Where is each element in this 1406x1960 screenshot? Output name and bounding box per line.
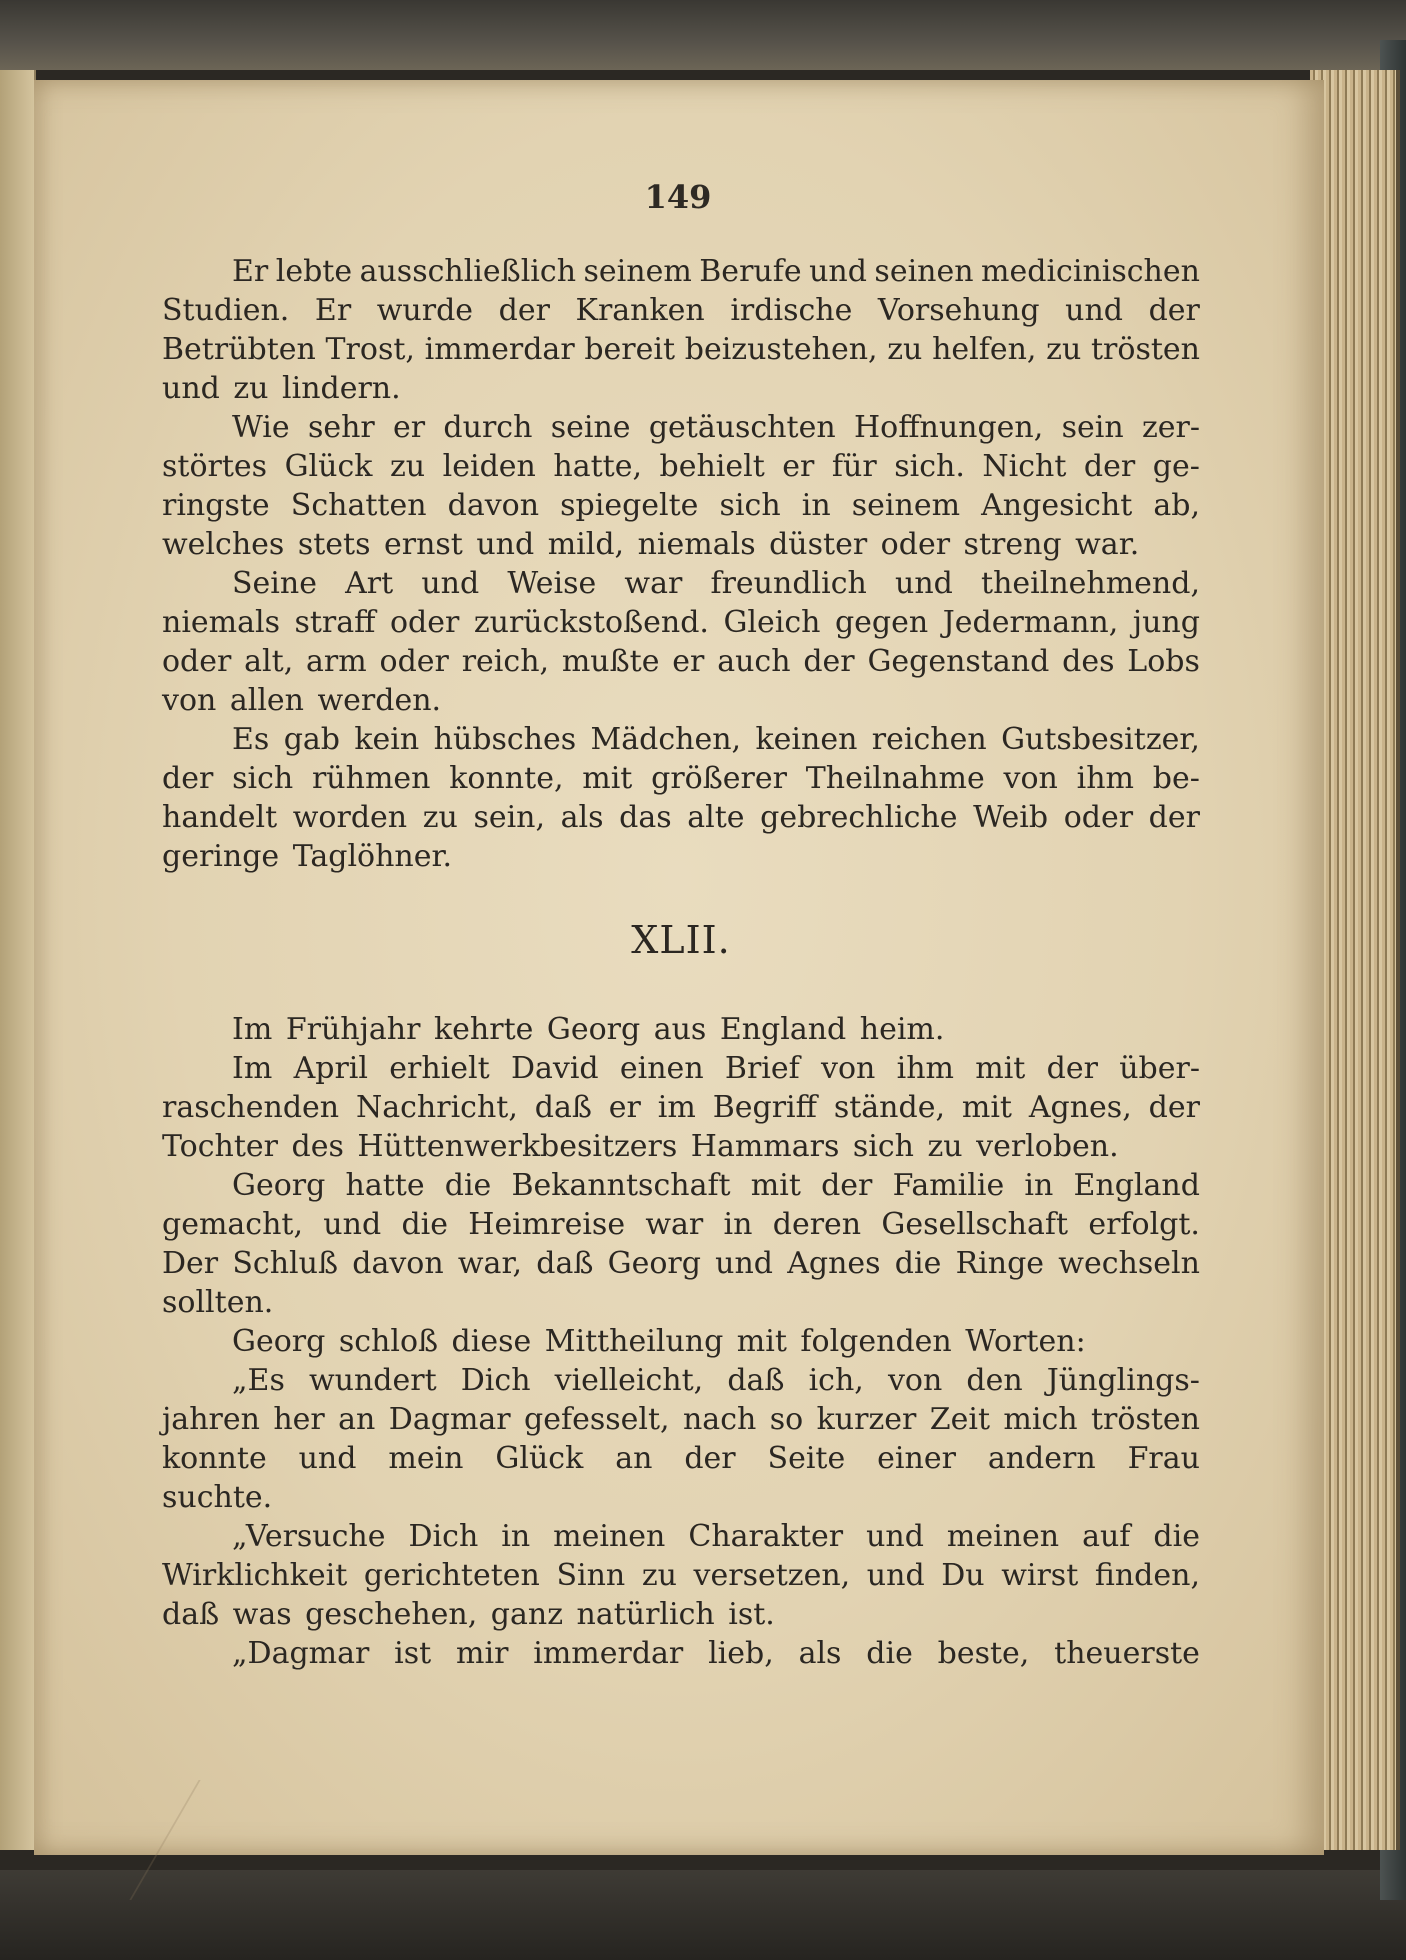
text-line: Georg schloß diese Mittheilung mit folgenden Worten: bbox=[232, 1324, 1086, 1359]
text-line: raschenden Nachricht, daß er im Begriff stände, mit Agnes, der bbox=[162, 1090, 1200, 1125]
text-line: und zu lindern. bbox=[162, 371, 401, 406]
paragraph bbox=[162, 1166, 1200, 1322]
text-line: Im April erhielt David einen Brief von ihm mit der über- bbox=[232, 1051, 1200, 1086]
text-line: niemals straff oder zurückstoßend. Gleich gegen Jedermann, jung bbox=[162, 605, 1200, 640]
text-line: handelt worden zu sein, als das alte gebrechliche Weib oder der bbox=[162, 800, 1200, 835]
text-line: daß was geschehen, ganz natürlich ist. bbox=[162, 1597, 775, 1632]
text-line: Tochter des Hüttenwerkbesitzers Hammars sich zu verloben. bbox=[162, 1129, 1119, 1164]
text-line: der sich rühmen konnte, mit größerer Theilnahme von ihm be- bbox=[162, 761, 1200, 796]
paragraph bbox=[162, 1322, 1200, 1361]
text-line: Im Frühjahr kehrte Georg aus England heim. bbox=[232, 1012, 945, 1047]
chapter-heading: XLII. bbox=[631, 918, 731, 962]
page-text bbox=[162, 252, 1200, 1673]
paragraph bbox=[162, 252, 1200, 408]
text-line: Betrübten Trost, immerdar bereit beizustehen, zu helfen, zu trösten bbox=[162, 332, 1200, 367]
text-line: Er lebte ausschließlich seinem Berufe und seinen medicinischen bbox=[232, 254, 1200, 289]
paragraph bbox=[162, 1634, 1200, 1673]
text-line: konnte und mein Glück an der Seite einer andern Frau bbox=[162, 1441, 1200, 1476]
text-section-before-heading bbox=[162, 252, 1200, 876]
text-line: sollten. bbox=[162, 1285, 274, 1320]
text-line: störtes Glück zu leiden hatte, behielt er für sich. Nicht der ge- bbox=[162, 449, 1200, 484]
paragraph bbox=[162, 564, 1200, 720]
text-line: Der Schluß davon war, daß Georg und Agnes die Ringe wechseln bbox=[162, 1246, 1200, 1281]
text-line: jahren her an Dagmar gefesselt, nach so kurzer Zeit mich trösten bbox=[162, 1402, 1200, 1437]
text-line: Georg hatte die Bekanntschaft mit der Familie in England bbox=[232, 1168, 1200, 1203]
text-line: geringe Taglöhner. bbox=[162, 839, 453, 874]
text-line: von allen werden. bbox=[162, 683, 442, 718]
paragraph bbox=[162, 1361, 1200, 1517]
text-line: „Versuche Dich in meinen Charakter und meinen auf die bbox=[232, 1519, 1200, 1554]
paragraph bbox=[162, 408, 1200, 564]
text-line: Wie sehr er durch seine getäuschten Hoffnungen, sein zer- bbox=[232, 410, 1200, 445]
book-binding-top bbox=[0, 0, 1406, 70]
text-line: ringste Schatten davon spiegelte sich in seinem Angesicht ab, bbox=[162, 488, 1200, 523]
text-line: „Es wundert Dich vielleicht, daß ich, von den Jünglings- bbox=[232, 1363, 1200, 1398]
page-number: 149 bbox=[644, 178, 712, 216]
text-line: oder alt, arm oder reich, mußte er auch der Gegenstand des Lobs bbox=[162, 644, 1200, 679]
text-line: suchte. bbox=[162, 1480, 273, 1515]
paragraph bbox=[162, 720, 1200, 876]
paragraph bbox=[162, 1517, 1200, 1634]
paragraph bbox=[162, 1049, 1200, 1166]
previous-page-edge bbox=[0, 70, 36, 1850]
text-line: Es gab kein hübsches Mädchen, keinen reichen Gutsbesitzer, bbox=[232, 722, 1200, 757]
text-section-after-heading bbox=[162, 1010, 1200, 1673]
text-line: Wirklichkeit gerichteten Sinn zu versetzen, und Du wirst finden, bbox=[162, 1558, 1200, 1593]
book-page bbox=[34, 80, 1324, 1855]
text-line: Studien. Er wurde der Kranken irdische Vorsehung und der bbox=[162, 293, 1200, 328]
paragraph bbox=[162, 1010, 1200, 1049]
text-line: Seine Art und Weise war freundlich und theilnehmend, bbox=[232, 566, 1200, 601]
text-line: welches stets ernst und mild, niemals düster oder streng war. bbox=[162, 527, 1140, 562]
text-line: gemacht, und die Heimreise war in deren Gesellschaft erfolgt. bbox=[162, 1207, 1200, 1242]
text-line: „Dagmar ist mir immerdar lieb, als die beste, theuerste bbox=[232, 1636, 1200, 1671]
